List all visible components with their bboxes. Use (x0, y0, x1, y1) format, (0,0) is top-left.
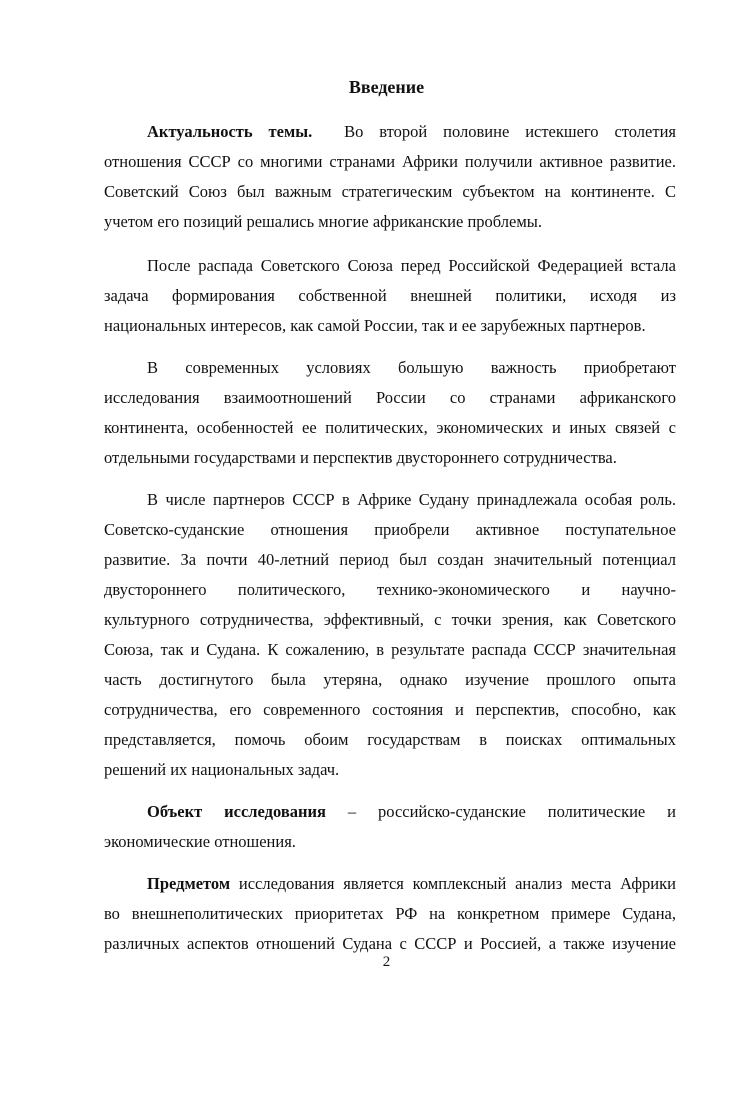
paragraph-relevance-line-4: учетом его позиций решались многие африканские проблемы. (104, 212, 542, 231)
paragraph-object-line-2: экономические отношения. (104, 832, 296, 851)
object-text-1: – российско-суданские политические и (347, 802, 676, 821)
paragraph-4-line-3: развитие. За почти 40-летний период был создан значительный потенциал (104, 550, 676, 569)
paragraph-2-line-1: После распада Советского Союза перед Российской Федерацией встала (147, 256, 676, 275)
page-number: 2 (382, 954, 391, 970)
paragraph-4-line-5: культурного сотрудничества, эффективный, с точки зрения, как Советского (104, 610, 676, 629)
paragraph-4-line-2: Советско-суданские отношения приобрели активное поступательное (104, 520, 676, 539)
relevance-text-1: Во второй половине истекшего столетия (344, 122, 676, 141)
paragraph-subject-line-1 (147, 872, 676, 896)
paragraph-4-line-7: часть достигнутого была утеряна, однако изучение прошлого опыта (104, 670, 676, 689)
paragraph-2-line-2: задача формирования собственной внешней политики, исходя из (104, 286, 676, 305)
paragraph-relevance-line-1 (147, 120, 676, 144)
paragraph-relevance-line-2: отношения СССР со многими странами Африки получили активное развитие. (104, 152, 676, 171)
paragraph-object-line-1 (147, 800, 676, 824)
object-label: Объект исследования (147, 802, 326, 821)
subject-text-1: исследования является комплексный анализ места Африки (238, 874, 676, 893)
paragraph-relevance-line-3: Советский Союз был важным стратегическим субъектом на континенте. С (104, 182, 676, 201)
paragraph-4-line-4: двустороннего политического, технико-экономического и научно- (104, 580, 676, 599)
paragraph-4-line-8: сотрудничества, его современного состояния и перспектив, способно, как (104, 700, 676, 719)
paragraph-4-line-9: представляется, помочь обоим государствам в поисках оптимальных (104, 730, 676, 749)
paragraph-2-line-3: национальных интересов, как самой России, так и ее зарубежных партнеров. (104, 316, 646, 335)
paragraph-subject-line-3: различных аспектов отношений Судана с СССР и Россией, а также изучение (104, 934, 676, 953)
paragraph-4-line-10: решений их национальных задач. (104, 760, 340, 779)
section-title: Введение (348, 77, 425, 97)
paragraph-3-line-3: континента, особенностей ее политических, экономических и иных связей с (104, 418, 676, 437)
paragraph-3-line-1: В современных условиях большую важность приобретают (147, 358, 676, 377)
paragraph-4-line-1: В числе партнеров СССР в Африке Судану принадлежала особая роль. (147, 490, 676, 509)
paragraph-subject-line-2: во внешнеполитических приоритетах РФ на конкретном примере Судана, (104, 904, 676, 923)
paragraph-3-line-2: исследования взаимоотношений России со странами африканского (104, 388, 676, 407)
paragraph-3-line-4: отдельными государствами и перспектив двустороннего сотрудничества. (104, 448, 617, 467)
relevance-label: Актуальность темы. (147, 122, 313, 141)
paragraph-4-line-6: Союза, так и Судана. К сожалению, в результате распада СССР значительная (104, 640, 676, 659)
subject-label: Предметом (147, 874, 231, 893)
